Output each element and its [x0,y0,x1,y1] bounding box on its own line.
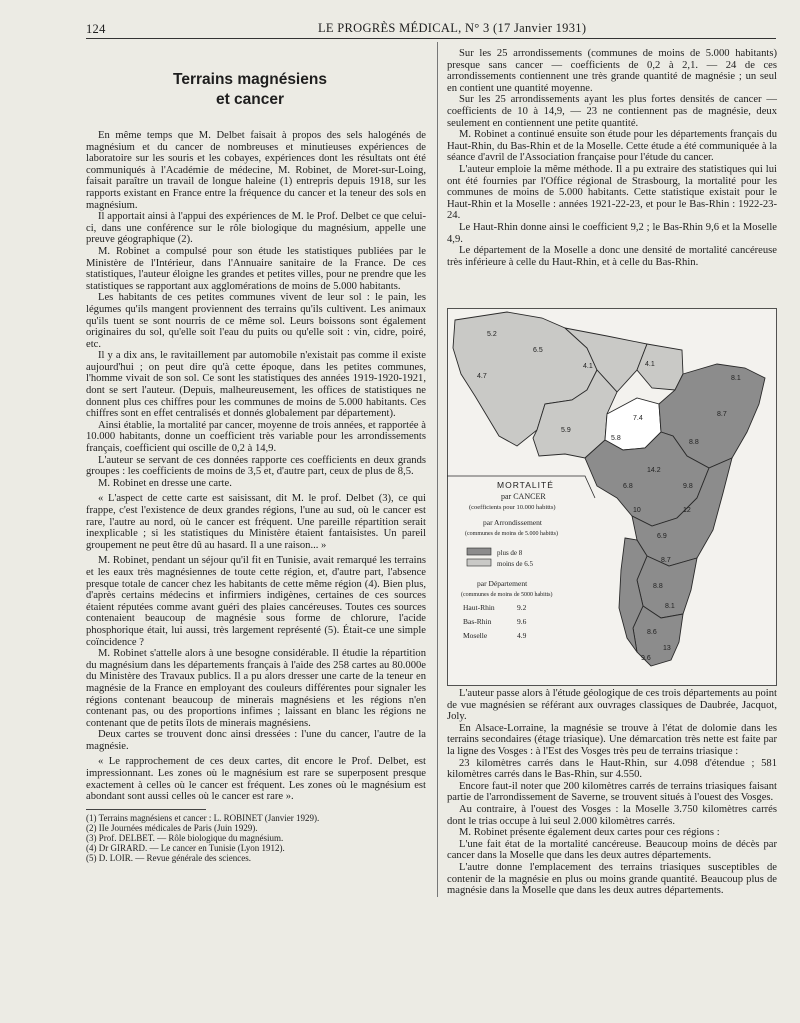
region-label: 6.8 [623,483,633,490]
paragraph: Au contraire, à l'ouest des Vosges : la Moselle 3.750 kilomètres carrés dont le trias occupe à lui seul 2.000 kilomètres carrés. [447,803,777,827]
paragraph: L'auteur emploie la même méthode. Il a pu extraire des statistiques qui lui ont été fournies par l'Office régional de Strasbourg, la mortalité pour les communes de moins de 5.000 habitants. Cette statistique existait pour le Haut-Rhin et la Moselle : années 1921-22-23, et pour le Bas-Rhin : 1922-23-24. [447,163,777,222]
footnote: (5) D. LOIR. — Revue générale des sciences. [86,852,251,863]
region-label: 9.6 [641,655,651,662]
region-label: 10 [633,507,641,514]
region-label: 4.1 [583,363,593,370]
paragraph: Il y a dix ans, le ravitaillement par automobile n'existait pas comme il existe aujourd'hui ; on peut dire qu'à cette époque, dans les petites communes, l'homme vivait de son sol. Ce sont les statistiques des années 1919-1920-1921, dont se sert l'auteur. (Depuis, malheureusement, les offices de statistiques ne donnent plus ces chiffres pour les communes de moins de 5.000 habitants. Ces chiffres sont en effet centralisés et donnés globalement par département). [86,350,426,420]
legend-title: MORTALITÉ [497,480,554,490]
footnote: (3) Prof. DELBET. — Rôle biologique du magnésium. [86,832,284,843]
region-label: 12 [683,507,691,514]
region-label: 5.9 [561,427,571,434]
paragraph: Les habitants de ces petites communes vivent de leur sol : le pain, les légumes qu'ils mangent proviennent des terrains qu'ils cultivent. Les animaux qu'ils tuent se sont nourris de ce même sol. Leurs boissons sont également originaires du sol, qu'elle soit l'eau du puits ou qu'elle soit : vin, cidre, poiré, etc. [86,292,426,350]
paragraph: L'autre donne l'emplacement des terrains triasiques susceptibles de contenir de la magnésie en plus ou moins grande quantité. Beaucoup plus de magnésie dans la Moselle que dans les deux autres départements. [447,861,777,897]
swatch-low-label: moins de 6.5 [497,560,533,568]
footnote: (1) Terrains magnésiens et cancer : L. ROBINET (Janvier 1929). [86,812,320,823]
left-column [86,130,426,863]
right-column-top [447,48,777,268]
region-label: 5.8 [611,435,621,442]
article-title [130,70,370,110]
footnote: (2) IIe Journées médicales de Paris (Juin 1929). [86,822,258,833]
dept-value: 9.6 [517,617,527,626]
right-column-bottom [447,688,777,897]
paragraph: M. Robinet, pendant un séjour qu'il fit en Tunisie, avait remarqué les terrains et les eaux très magnésiennes de toute cette région, et, d'autre part, l'absence presque totale de cancer chez les habitants de cette même région (4). Bien plus, d'après certains médecins et infirmiers indigènes, certaines de ces sources étaient réputées comme avant guéri des plaies cancéreuses. Toutes ces sources contenaient beaucoup de magnésie sous forme de chlorure, l'acide phosphorique était, lui aussi, très largement représenté (5). Était-ce une simple coïncidence ? [86,555,426,648]
paragraph: M. Robinet en dresse une carte. [98,477,232,489]
paragraph: L'auteur passe alors à l'étude géologique de ces trois départements au point de vue magnésien se référant aux ouvrages classiques de Daubrée, Jacquot, Joly. [447,688,777,723]
swatch-high-label: plus de 8 [497,549,523,557]
paragraph: Le département de la Moselle a donc une densité de mortalité cancéreuse très inférieure à celle du Haut-Rhin, et à celle du Bas-Rhin. [447,245,777,268]
paragraph: L'une fait état de la mortalité cancéreuse. Beaucoup moins de décès par cancer dans la Moselle que dans les deux autres départements. [447,838,777,862]
header-rule [86,38,776,39]
paragraph: Deux cartes se trouvent donc ainsi dressées : l'une du cancer, l'autre de la magnésie. [86,729,426,752]
legend-note: (coefficients pour 10.000 habitts) [469,504,556,511]
paragraph: L'auteur se servant de ces données rapporte ces coefficients en deux grands groupes : les coefficients de moins de 3,5 et, d'autre part, ceux de plus de 8,5. [86,454,426,478]
region-label: 8.1 [731,375,741,382]
running-header [86,18,776,40]
column-divider [437,42,438,897]
article-title-line1: Terrains magnésiens [173,71,327,88]
paragraph: M. Robinet a continué ensuite son étude pour les départements français du Haut-Rhin, du Bas-Rhin et de la Moselle. Cette étude a été communiquée à la séance d'avril de l'Association française pour l'étude du cancer. [447,129,777,164]
region-label: 4.7 [477,373,487,380]
quote-paragraph: « Le rapprochement de ces deux cartes, dit encore le Prof. Delbet, est impressionnant. Les zones où le magnésium est rare se superposent presque exactement à celles où le cancer est fréquent. Les zones où le magnésium est abondant sont aussi celles où le cancer est rare ». [86,756,426,803]
region-label: 8.1 [665,603,675,610]
legend-subtitle: par CANCER [501,492,546,501]
journal-title: LE PROGRÈS MÉDICAL, N° 3 (17 Janvier 1931) [318,21,587,35]
region-label: 9.8 [683,483,693,490]
region-label: 6.5 [533,347,543,354]
region-label: 7.4 [633,415,643,422]
dept-value: 4.9 [517,631,527,640]
region-label: 8.7 [661,557,671,564]
paragraph: M. Robinet présente également deux cartes pour ces régions : [459,827,720,839]
footnote-rule [86,809,206,810]
region-label: 8.7 [717,411,727,418]
region-label: 13 [663,645,671,652]
paragraph: Ainsi établie, la mortalité par cancer, moyenne de trois années, et rapportée à 10.000 habitants, donne un coefficient très variable pour les arrondissements français, coefficient qui oscille de 0,2 à 14,9. [86,419,426,455]
swatch-high [467,548,491,555]
cancer-mortality-map [447,308,777,686]
legend-note: (communes de moins de 5000 habitts) [461,592,553,598]
dept-value: 9.2 [517,603,527,612]
region-label: 5.2 [487,331,497,338]
quote-paragraph: « L'aspect de cette carte est saisissant, dit M. le prof. Delbet (3), ce qui frappe, c'est l'existence de deux grandes régions, l'une au sud, où le cancer est rare, l'autre au nord, où le cancer est fréquent. Une pareille répartition serait inexplicable ; si les statistiques du Ministère étaient fantaisistes. Un pareil groupement ne peut être dû au hasard. Il a une raison... » [86,493,426,551]
paragraph: Il apportait ainsi à l'appui des expériences de M. le Prof. Delbet ce que celui-ci, dans une conférence sur le rôle biologique du magnésium, appelle une preuve géographique (2). [86,211,426,246]
article-title-line2: et cancer [215,91,285,108]
region-label: 6.9 [657,533,667,540]
dept-name: Moselle [463,631,488,640]
page-number: 124 [86,22,106,36]
region-label: 14.2 [647,467,661,474]
paragraph: En même temps que M. Delbet faisait à propos des sels halogénés de magnésium et du cancer de nombreuses et minutieuses expériences de laboratoire sur les souris et les cobayes, expériences dont les résultats ont été communiqués à l'Académie de médecine, M. Robinet, de Moret-sur-Loing, faisait paraître un travail de longue haleine (1) entrepris depuis 1918, sur les rapports existant en France entre la fréquence du cancer et la teneur des sols en magnésium. [86,130,426,211]
paragraph: Sur les 25 arrondissements ayant les plus fortes densités de cancer — coefficients de 10 à 14,9, — 23 ne contiennent pas de magnésie, deux seulement en contiennent une petite quantité. [447,94,777,129]
swatch-low [467,559,491,566]
dept-name: Bas-Rhin [463,617,492,626]
legend-arrondissement: par Arrondissement [483,518,542,527]
footnote: (4) Dr GIRARD. — Le cancer en Tunisie (Lyon 1912). [86,842,285,853]
region-label: 8.8 [689,439,699,446]
paragraph: En Alsace-Lorraine, la magnésie se trouve à l'état de dolomie dans les terrains secondaires (étage triasique). Une démarcation très nette est faite par la ligne des Vosges : à l'Est des Vosges très peu de terrains triasique : [447,722,777,757]
paragraph: 23 kilomètres carrés dans le Haut-Rhin, sur 4.098 d'étendue ; 581 kilomètres carrés dans le Bas-Rhin, sur 4.550. [447,757,777,781]
paragraph: M. Robinet s'attelle alors à une besogne considérable. Il étudie la répartition du magnésium dans les départements français à l'aide des 258 cartes au 80.000e du Ministère des Travaux publics. Il a pu alors dresser une carte de la teneur en magnésie de la France en employant des couleurs différentes pour signaler les régions contenant beaucoup de minerais magnésiens et les régions n'en contenant pas, ou des proportions infimes ; laissant en blanc les régions ne contenant que de petits îlots de minerais magnésiens. [86,648,426,729]
region-label: 8.8 [653,583,663,590]
dept-name: Haut-Rhin [463,603,495,612]
paragraph: Encore faut-il noter que 200 kilomètres carrés de terrains triasiques faisant partie de l'arrondissement de Saverne, se trouvent situés à l'ouest des Vosges. [447,780,777,804]
region-label: 4.1 [645,361,655,368]
map-figure [447,308,777,686]
paragraph: Le Haut-Rhin donne ainsi le coefficient 9,2 ; le Bas-Rhin 9,6 et la Moselle 4,9. [447,221,777,245]
paragraph: Sur les 25 arrondissements (communes de moins de 5.000 habitants) presque sans cancer — coefficients de 0,2 à 2,1. — 24 de ces arrondissements contiennent une très grande quantité de magnésie ; un seul en contient une quantité moyenne. [447,48,777,94]
legend-note: (communes de moins de 5.000 habitts) [465,531,558,537]
region-label: 8.6 [647,629,657,636]
paragraph: M. Robinet a compulsé pour son étude les statistiques publiées par le Ministère de l'Intérieur, dans l'Annuaire sanitaire de la France. De ces statistiques, l'auteur éloigne les grandes et petites villes, pour ne prendre que les statistiques se rapportant aux agglomérations de moins de 5.000 habitants. [86,245,426,292]
legend-department: par Département [477,579,528,588]
